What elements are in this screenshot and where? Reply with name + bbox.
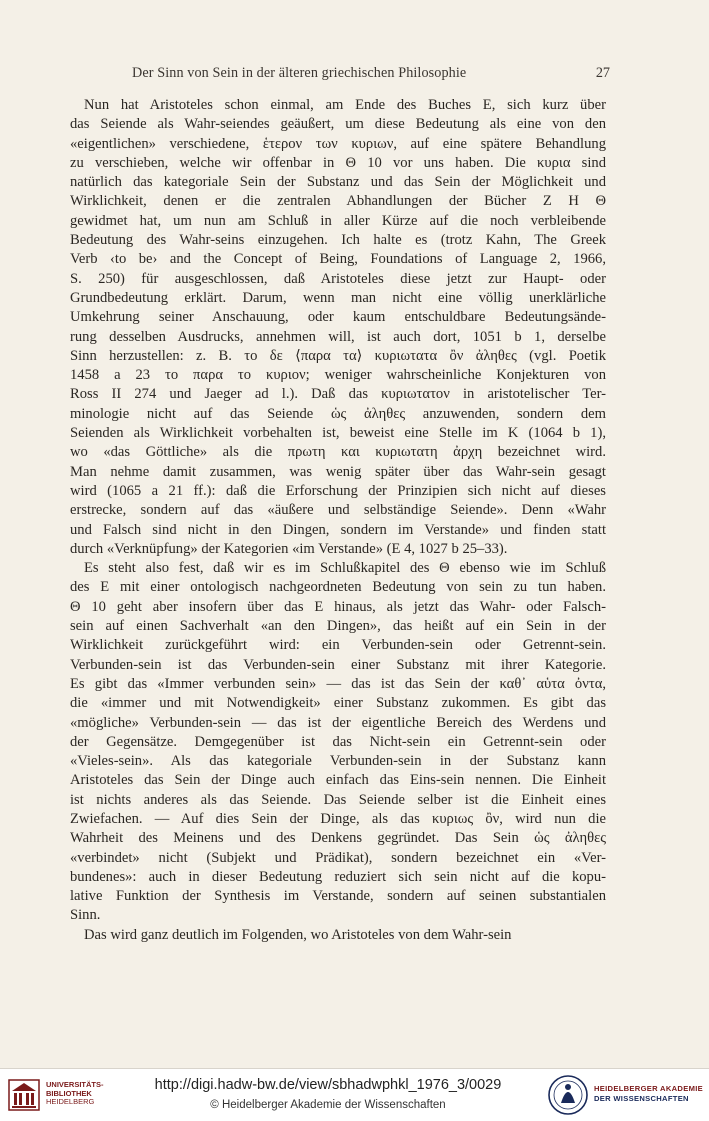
text-line: des E mit einer ontologisch nachgeordneten Bedeutung von sein zu tun haben. bbox=[70, 579, 606, 596]
running-head bbox=[50, 65, 610, 83]
text-line: bundenes»: auch in dieser Bedeutung reduziert sich sein nicht auf die kopu- bbox=[70, 868, 606, 885]
text-line: durch «Verknüpfung» der Kategorien «im Verstande» (E 4, 1027 b 25–33). bbox=[70, 540, 508, 557]
paragraph bbox=[50, 559, 606, 926]
text-line: Es gibt das «Immer verbunden sein» — das ist das Sein der καθ᾽ αὑτα ὀντα, bbox=[70, 675, 606, 692]
text-line: wird (1065 a 21 ff.): daß die Erforschung der Prinzipien sich nicht auf dieses bbox=[70, 482, 606, 499]
text-line: und Falsch sind nicht in den Dingen, sondern im Verstande» und finden statt bbox=[70, 521, 606, 538]
text-line: die «immer und mit Notwendigkeit» einer Substanz zukommen. Es gibt das bbox=[70, 695, 606, 712]
text-line: sein auf einen Sachverhalt «an den Dingen», das heißt auf ein Sein in der bbox=[70, 618, 606, 635]
text-line: Sinn. bbox=[70, 907, 101, 924]
text-line: ist nichts anderes als das Seiende. Das Seiende selber ist die Einheit eines bbox=[70, 791, 606, 808]
text-line: «verbindet» nicht (Subjekt und Prädikat), sondern bezeichnet ein «Ver- bbox=[70, 849, 606, 866]
text-line: zu verschieben, welche wir offenbar in Θ 10 vor uns haben. Die κυρια sind bbox=[70, 154, 606, 171]
text-line: erstrecke, sondern auf das «äußere und selbständige Seiende». Denn «Wahr bbox=[70, 502, 606, 519]
permalink-url[interactable]: http://digi.hadw-bw.de/view/sbhadwphkl_1976_3/0029 bbox=[154, 1077, 502, 1093]
text-line: Umkehrung seiner Anschauung, oder kaum entschuldbare Bedeutungsände- bbox=[70, 309, 606, 326]
copyright-notice: © Heidelberger Akademie der Wissenschaften bbox=[210, 1099, 446, 1111]
text-line: wo «das Göttliche» als die πρωτη και κυριωτατη ἀρχη bezeichnet wird. bbox=[70, 444, 606, 461]
text-line: Seienden als Wirklichkeit vorbehalten ist, beweist eine Stelle im K (1064 b 1), bbox=[70, 425, 606, 442]
text-line: «Vieles-sein». Als das kategoriale Verbunden-sein in der Substanz kann bbox=[70, 753, 606, 770]
text-line: Bedeutung des Wahr-seins einzugehen. Ich halte es (trotz Kahn, The Greek bbox=[70, 232, 606, 249]
paragraph bbox=[50, 926, 606, 945]
text-line: 1458 a 23 το παρα το κυριον; weniger wahrscheinliche Konjekturen von bbox=[70, 367, 606, 384]
text-line: Θ 10 geht aber insofern über das E hinaus, als jetzt das Wahr- oder Falsch- bbox=[70, 598, 606, 615]
text-line: S. 250) für ausgeschlossen, daß Aristoteles diese jetzt zur Haupt- oder bbox=[70, 270, 606, 287]
text-line: «mögliche» Verbunden-sein — das ist der eigentliche Bereich des Werdens und bbox=[70, 714, 606, 731]
library-name: UNIVERSITÄTS- BIBLIOTHEK HEIDELBERG bbox=[46, 1080, 104, 1107]
academy-seal-icon bbox=[547, 1073, 589, 1117]
text-line: das Seiende als Wahr-seiendes geäußert, um diese Bedeutung als eine von den bbox=[70, 116, 606, 133]
text-line: der Gegensätze. Demgegenüber ist das Nicht-sein ein Getrennt-sein oder bbox=[70, 733, 606, 750]
text-line: Aristoteles das Sein der Dinge auch einfach das Eins-sein nennen. Die Einheit bbox=[70, 772, 606, 789]
paragraph bbox=[50, 96, 606, 559]
text-line: rung desselben Ausdrucks, annehmen will, ist auch dort, 1051 b 1, derselbe bbox=[70, 328, 606, 345]
text-line: gewidmet hat, um nun am Schluß in aller Kürze auf die noch verbleibende bbox=[70, 212, 606, 229]
text-line: minologie nicht auf das Seiende ὡς ἀληθες anzuwenden, sondern dem bbox=[70, 405, 606, 422]
academy-name: HEIDELBERGER AKADEMIE DER WISSENSCHAFTEN bbox=[594, 1084, 703, 1103]
text-line: Das wird ganz deutlich im Folgenden, wo Aristoteles von dem Wahr-sein bbox=[84, 926, 512, 943]
university-library-logo-icon bbox=[8, 1079, 40, 1111]
text-line: Wirklichkeit zurückgeführt wird: ein Verbunden-sein oder Getrennt-sein. bbox=[70, 637, 606, 654]
text-line: Es steht also fest, daß wir es im Schlußkapitel des Θ ebenso wie im Schluß bbox=[84, 560, 606, 577]
text-line: Wahrheit des Meinens und des Denkens gegründet. Das Sein ὡς ἀληθες bbox=[70, 830, 606, 847]
text-line: «eigentlichen» verschiedene, ἑτερον των κυριων, auf eine spätere Behandlung bbox=[70, 135, 606, 152]
text-line: Wirklichkeit, denen er die zentralen Abhandlungen der Bücher Z H Θ bbox=[70, 193, 606, 210]
page-number: 27 bbox=[595, 65, 610, 81]
text-line: Man nehme damit zusammen, was wenig später über das Wahr-sein gesagt bbox=[70, 463, 606, 480]
text-line: natürlich das kategoriale Sein der Substanz und das Sein der Möglichkeit und bbox=[70, 174, 606, 191]
text-line: Verbunden-sein ist das Verbunden-sein einer Substanz mit ihrer Kategorie. bbox=[70, 656, 606, 673]
text-line: lative Funktion der Synthesis im Verstande, sondern auf seinen substantialen bbox=[70, 888, 606, 905]
running-title: Der Sinn von Sein in der älteren griechischen Philosophie bbox=[132, 65, 467, 81]
text-line: Ross II 274 und Jaeger ad l.). Daß das κυριωτατον in aristotelischer Ter- bbox=[70, 386, 606, 403]
body-text bbox=[50, 96, 606, 945]
text-line: Grundbedeutung erklärt. Darum, wenn man nicht eine völlig unerklärliche bbox=[70, 289, 606, 306]
text-line: Verb ‹to be› and the Concept of Being, Foundations of Language 2, 1966, bbox=[70, 251, 606, 268]
text-line: Zwiefachen. — Auf dies Sein der Dinge, als das κυριως ὂν, wird nun die bbox=[70, 810, 606, 827]
text-line: Nun hat Aristoteles schon einmal, am Ende des Buches E, sich kurz über bbox=[84, 97, 606, 113]
footer-bar bbox=[0, 1068, 709, 1121]
text-line: Sinn herzustellen: z. B. το δε ⟨παρα τα⟩ κυριωτατα ὂν ἀληθες (vgl. Poetik bbox=[70, 347, 606, 364]
